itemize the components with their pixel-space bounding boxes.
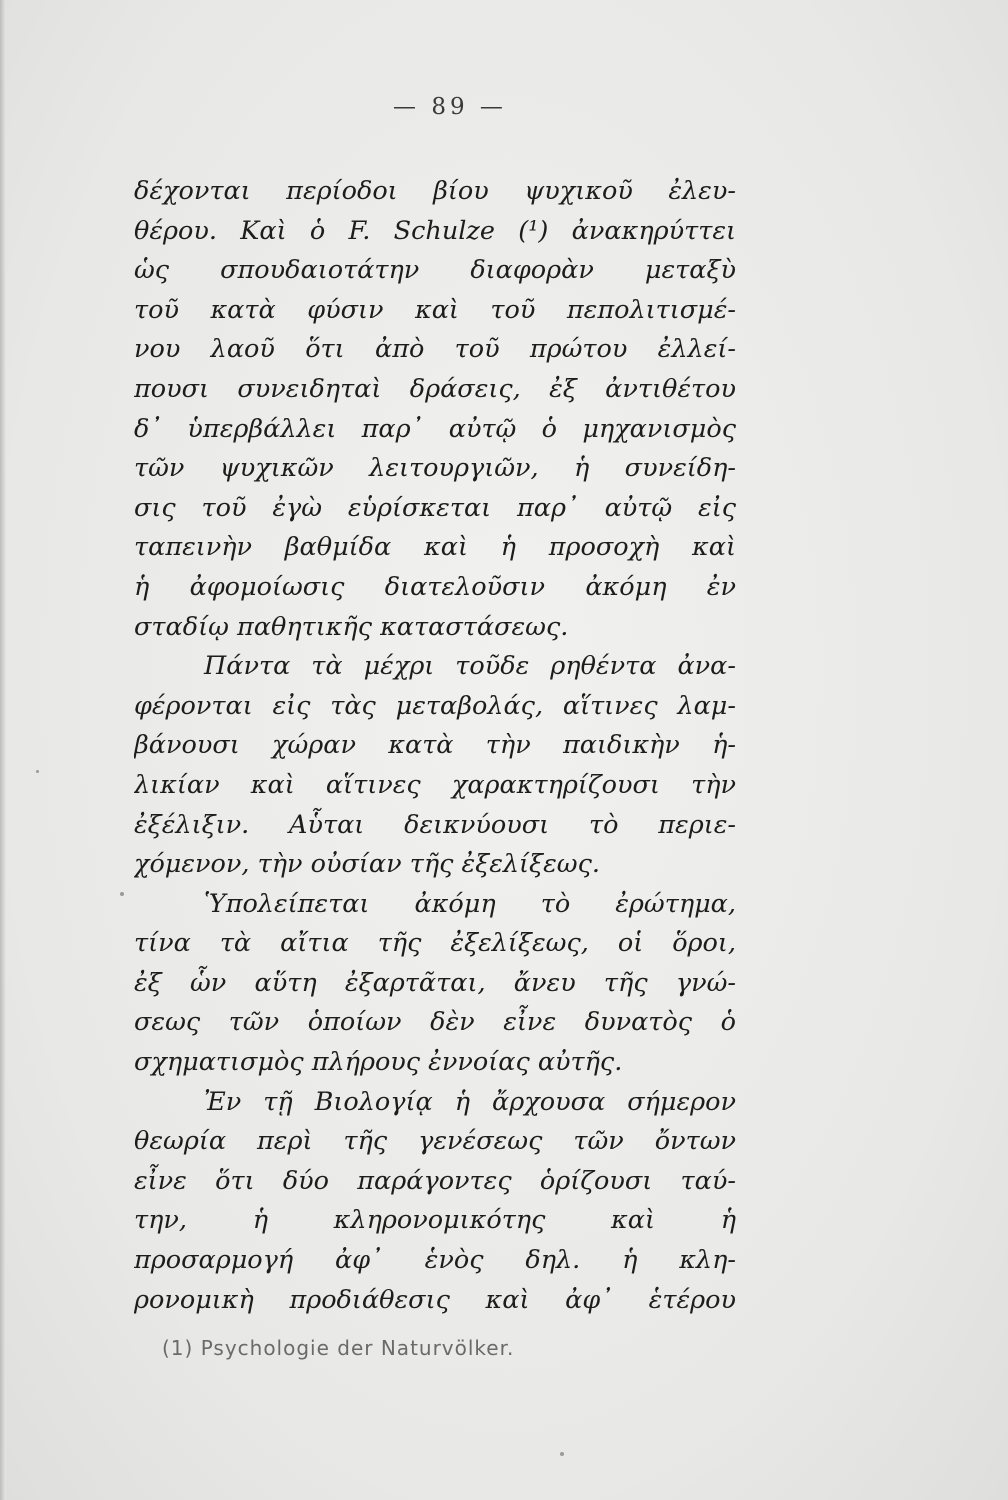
paragraph-start-line: Πάντα τὰ μέχρι τοῦδε ρηθέντα ἀνα- — [204, 651, 736, 682]
paragraph-start-line: Ἐν τῇ Βιολογίᾳ ἡ ἄρχουσα σήμερον — [204, 1086, 736, 1117]
ink-speck — [120, 892, 124, 896]
text-line: σεως τῶν ὁποίων δὲν εἶνε δυνατὸς ὁ — [134, 1007, 736, 1038]
text-line: σις τοῦ ἐγὼ εὑρίσκεται παρ᾽ αὐτῷ εἰς — [134, 492, 736, 523]
text-line: λικίαν καὶ αἵτινες χαρακτηρίζουσι τὴν — [134, 769, 736, 800]
text-line: ρονομικὴ προδιάθεσις καὶ ἀφ᾽ ἑτέρου — [134, 1284, 736, 1315]
text-line: τῶν ψυχικῶν λειτουργιῶν, ἡ συνείδη- — [134, 453, 736, 484]
text-line: τοῦ κατὰ φύσιν καὶ τοῦ πεπολιτισμέ- — [134, 294, 736, 325]
body-text — [134, 172, 736, 1320]
paragraph-start-line: Ὑπολείπεται ἀκόμη τὸ ἐρώτημα, — [204, 888, 736, 919]
text-line: νου λαοῦ ὅτι ἀπὸ τοῦ πρώτου ἐλλεί- — [134, 334, 736, 365]
text-line: δ᾽ ὑπερβάλλει παρ᾽ αὐτῷ ὁ μηχανισμὸς — [134, 413, 736, 444]
text-line: εἶνε ὅτι δύο παράγοντες ὁρίζουσι ταύ- — [134, 1165, 736, 1196]
text-line: ἡ ἀφομοίωσις διατελοῦσιν ἀκόμη ἐν — [134, 571, 736, 602]
text-line: θέρου. Καὶ ὁ F. Schulze (¹) ἀνακηρύττει — [134, 215, 736, 246]
text-line: σταδίῳ παθητικῆς καταστάσεως. — [134, 611, 569, 642]
text-line: βάνουσι χώραν κατὰ τὴν παιδικὴν ἡ- — [134, 730, 736, 761]
text-line: προσαρμογή ἀφ᾽ ἑνὸς δηλ. ἡ κλη- — [134, 1245, 736, 1276]
text-line: πουσι συνειδηταὶ δράσεις, ἐξ ἀντιθέτου — [134, 373, 736, 404]
text-line: δέχονται περίοδοι βίου ψυχικοῦ ἐλευ- — [134, 176, 736, 206]
text-line: σχηματισμὸς πλήρους ἐννοίας αὐτῆς. — [134, 1047, 623, 1078]
text-line: φέρονται εἰς τὰς μεταβολάς, αἵτινες λαμ- — [134, 690, 736, 721]
text-line: τίνα τὰ αἴτια τῆς ἐξελίξεως, οἱ ὅροι, — [134, 928, 736, 959]
text-line: την, ἡ κληρονομικότης καὶ ἡ — [134, 1205, 736, 1236]
text-line: θεωρία περὶ τῆς γενέσεως τῶν ὄντων — [134, 1126, 736, 1157]
ink-speck — [560, 1452, 564, 1456]
text-line: χόμενον, τὴν οὐσίαν τῆς ἐξελίξεως. — [134, 849, 600, 880]
ink-speck — [36, 770, 39, 773]
page-edge-shadow — [0, 0, 6, 1500]
page-number: — 89 — — [393, 94, 507, 120]
text-line: ὡς σπουδαιοτάτην διαφορὰν μεταξὺ — [134, 255, 736, 286]
text-line: ἐξέλιξιν. Αὗται δεικνύουσι τὸ περιε- — [134, 809, 736, 840]
text-line: ταπεινὴν βαθμίδα καὶ ἡ προσοχὴ καὶ — [134, 532, 736, 563]
footnote: (1) Psychologie der Naturvölker. — [162, 1336, 515, 1360]
text-line: ἐξ ὧν αὕτη ἐξαρτᾶται, ἄνευ τῆς γνώ- — [134, 967, 736, 998]
